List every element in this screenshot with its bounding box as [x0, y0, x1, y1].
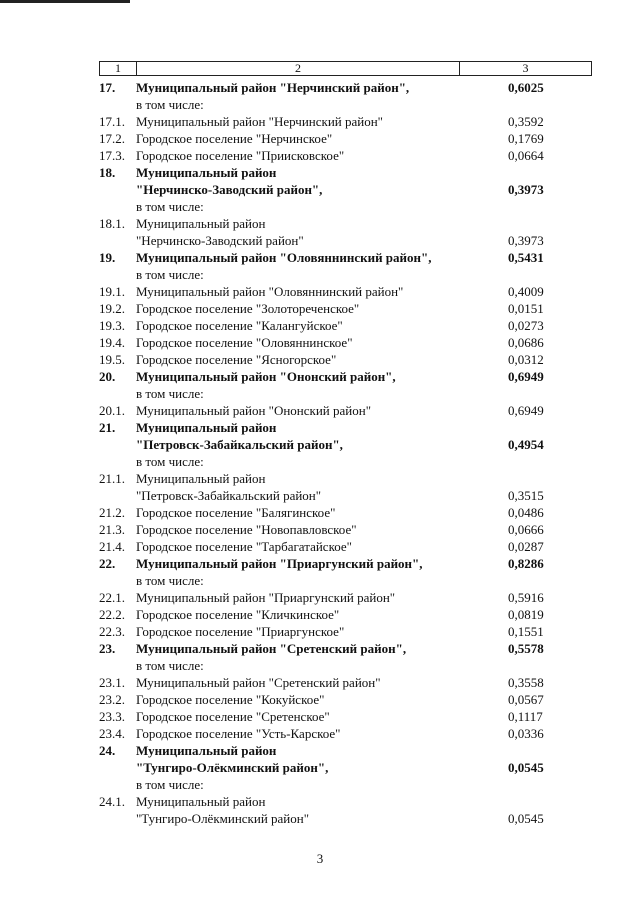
table-row — [99, 810, 592, 827]
row-number: 23.1. — [99, 675, 125, 690]
table-row — [99, 742, 592, 759]
table-row — [99, 436, 592, 453]
row-value: 0,6025 — [508, 80, 544, 95]
row-name: Муниципальный район "Нерчинский район" — [136, 114, 383, 129]
row-value: 0,4009 — [508, 284, 544, 299]
row-number: 21.1. — [99, 471, 125, 486]
row-value — [508, 793, 592, 810]
row-value — [508, 470, 592, 487]
table-row — [99, 657, 592, 674]
table-row — [99, 623, 592, 640]
row-value: 0,3515 — [508, 488, 544, 503]
table-row — [99, 385, 592, 402]
table-row — [99, 96, 592, 113]
row-number: 23.2. — [99, 692, 125, 707]
row-value: 0,1117 — [508, 709, 543, 724]
row-value — [508, 215, 592, 232]
table-row — [99, 640, 592, 657]
row-value: 0,3973 — [508, 182, 544, 197]
row-name: Муниципальный район "Приаргунский район" — [136, 590, 396, 605]
row-value: 0,0336 — [508, 726, 544, 741]
row-number: 20.1. — [99, 403, 125, 418]
table-row — [99, 538, 592, 555]
row-value — [508, 453, 592, 470]
row-name: Городское поселение "Сретенское" — [136, 709, 330, 724]
row-number: 19.3. — [99, 318, 125, 333]
row-name: Муниципальный район — [136, 420, 277, 435]
table-row — [99, 317, 592, 334]
row-value — [508, 385, 592, 402]
table-row — [99, 351, 592, 368]
table-row — [99, 521, 592, 538]
table-row — [99, 555, 592, 572]
row-value: 0,6949 — [508, 369, 544, 384]
row-value: 0,0567 — [508, 692, 544, 707]
row-number: 22.1. — [99, 590, 125, 605]
row-value: 0,3973 — [508, 233, 544, 248]
table-row — [99, 215, 592, 232]
row-number: 19.5. — [99, 352, 125, 367]
row-value: 0,6949 — [508, 403, 544, 418]
row-value: 0,0664 — [508, 148, 544, 163]
row-number: 19.1. — [99, 284, 125, 299]
row-name: "Петровск-Забайкальский район" — [136, 488, 322, 503]
row-name: "Нерчинско-Заводский район" — [136, 233, 304, 248]
row-value: 0,0287 — [508, 539, 544, 554]
row-name: Городское поселение "Золотореченское" — [136, 301, 360, 316]
row-value — [508, 776, 592, 793]
row-number: 17.1. — [99, 114, 125, 129]
table-row — [99, 283, 592, 300]
table-row — [99, 164, 592, 181]
row-value: 0,0666 — [508, 522, 544, 537]
table-row — [99, 470, 592, 487]
row-value: 0,0273 — [508, 318, 544, 333]
row-number: 23.3. — [99, 709, 125, 724]
table-row — [99, 793, 592, 810]
row-name: Муниципальный район "Сретенский район", — [136, 641, 407, 656]
table-row — [99, 232, 592, 249]
row-value: 0,0545 — [508, 811, 544, 826]
table-row — [99, 572, 592, 589]
table-row — [99, 266, 592, 283]
row-value: 0,0151 — [508, 301, 544, 316]
row-name: Городское поселение "Балягинское" — [136, 505, 336, 520]
row-number — [99, 198, 136, 215]
row-name: Муниципальный район "Нерчинский район", — [136, 80, 410, 95]
row-number: 21. — [99, 420, 116, 435]
row-name: Муниципальный район — [136, 216, 266, 231]
header-col-1: 1 — [100, 62, 137, 75]
row-name: в том числе: — [136, 386, 204, 401]
row-value — [508, 198, 592, 215]
row-name: "Петровск-Забайкальский район", — [136, 437, 343, 452]
row-value: 0,0486 — [508, 505, 544, 520]
row-name: Городское поселение "Ясногорское" — [136, 352, 337, 367]
row-number: 18. — [99, 165, 116, 180]
row-name: Муниципальный район "Оловяннинский район" — [136, 284, 404, 299]
row-value: 0,0545 — [508, 760, 544, 775]
row-name: Городское поселение "Приисковское" — [136, 148, 345, 163]
table-row — [99, 674, 592, 691]
row-name: в том числе: — [136, 454, 204, 469]
header-col-2: 2 — [137, 62, 460, 75]
row-number: 19. — [99, 250, 116, 265]
table-row — [99, 334, 592, 351]
row-number — [99, 232, 136, 249]
row-value: 0,5578 — [508, 641, 544, 656]
table-row — [99, 453, 592, 470]
row-number — [99, 759, 136, 776]
row-value: 0,0686 — [508, 335, 544, 350]
row-number: 22. — [99, 556, 116, 571]
row-name: в том числе: — [136, 777, 204, 792]
row-name: Муниципальный район — [136, 471, 266, 486]
row-name: в том числе: — [136, 97, 204, 112]
row-number: 24. — [99, 743, 116, 758]
row-number: 21.4. — [99, 539, 125, 554]
row-value: 0,3592 — [508, 114, 544, 129]
row-name: в том числе: — [136, 658, 204, 673]
row-number: 22.3. — [99, 624, 125, 639]
row-number: 17.3. — [99, 148, 125, 163]
row-value — [508, 266, 592, 283]
table-body — [99, 79, 592, 827]
table-row — [99, 402, 592, 419]
row-number: 17.2. — [99, 131, 125, 146]
row-name: в том числе: — [136, 199, 204, 214]
row-name: Муниципальный район "Сретенский район" — [136, 675, 381, 690]
row-value: 0,0312 — [508, 352, 544, 367]
table-row — [99, 589, 592, 606]
row-number — [99, 453, 136, 470]
row-name: Муниципальный район — [136, 794, 266, 809]
row-number: 18.1. — [99, 216, 125, 231]
row-name: Муниципальный район "Ононский район" — [136, 403, 372, 418]
row-number: 22.2. — [99, 607, 125, 622]
table-row — [99, 300, 592, 317]
row-name: Городское поселение "Калангуйское" — [136, 318, 343, 333]
row-value: 0,5916 — [508, 590, 544, 605]
row-value — [508, 572, 592, 589]
row-name: в том числе: — [136, 573, 204, 588]
row-name: Городское поселение "Приаргунское" — [136, 624, 345, 639]
row-name: Муниципальный район — [136, 743, 277, 758]
page-number: 3 — [316, 851, 324, 866]
row-number: 23.4. — [99, 726, 125, 741]
table-row — [99, 725, 592, 742]
table-row — [99, 691, 592, 708]
row-number — [99, 181, 136, 198]
row-name: "Нерчинско-Заводский район", — [136, 182, 323, 197]
table-row — [99, 181, 592, 198]
row-number: 19.2. — [99, 301, 125, 316]
table-row — [99, 113, 592, 130]
row-name: Муниципальный район "Ононский район", — [136, 369, 396, 384]
table-row — [99, 249, 592, 266]
table-row — [99, 79, 592, 96]
row-number — [99, 487, 136, 504]
row-name: Городское поселение "Кличкинское" — [136, 607, 340, 622]
top-rule — [0, 0, 130, 3]
table-row — [99, 147, 592, 164]
row-value — [508, 742, 592, 759]
row-value — [508, 419, 592, 436]
row-number — [99, 436, 136, 453]
row-number: 24.1. — [99, 794, 125, 809]
table-row — [99, 130, 592, 147]
row-value: 0,3558 — [508, 675, 544, 690]
row-value: 0,5431 — [508, 250, 544, 265]
table-header — [99, 61, 592, 76]
row-number: 19.4. — [99, 335, 125, 350]
row-number — [99, 266, 136, 283]
row-name: Городское поселение "Кокуйское" — [136, 692, 325, 707]
table-row — [99, 368, 592, 385]
row-number: 20. — [99, 369, 116, 384]
row-value: 0,1551 — [508, 624, 544, 639]
table-row — [99, 606, 592, 623]
row-name: Муниципальный район "Приаргунский район", — [136, 556, 423, 571]
row-name: Городское поселение "Нерчинское" — [136, 131, 333, 146]
row-name: Городское поселение "Новопавловское" — [136, 522, 357, 537]
row-name: Городское поселение "Тарбагатайское" — [136, 539, 352, 554]
row-value: 0,0819 — [508, 607, 544, 622]
table-row — [99, 419, 592, 436]
row-number: 17. — [99, 80, 116, 95]
table-row — [99, 198, 592, 215]
table-row — [99, 708, 592, 725]
row-number: 21.2. — [99, 505, 125, 520]
row-number — [99, 96, 136, 113]
row-name: "Тунгиро-Олёкминский район" — [136, 811, 310, 826]
row-number — [99, 572, 136, 589]
table-row — [99, 759, 592, 776]
row-value: 0,1769 — [508, 131, 544, 146]
row-number — [99, 385, 136, 402]
row-number — [99, 776, 136, 793]
row-value — [508, 96, 592, 113]
row-name: "Тунгиро-Олёкминский район", — [136, 760, 329, 775]
row-name: в том числе: — [136, 267, 204, 282]
header-col-3: 3 — [522, 61, 529, 75]
table-row — [99, 776, 592, 793]
row-number — [99, 657, 136, 674]
row-name: Муниципальный район "Оловяннинский район", — [136, 250, 432, 265]
row-value — [508, 657, 592, 674]
row-number — [99, 810, 136, 827]
row-number: 21.3. — [99, 522, 125, 537]
table-row — [99, 487, 592, 504]
row-number: 23. — [99, 641, 116, 656]
row-value: 0,4954 — [508, 437, 544, 452]
row-value — [508, 164, 592, 181]
row-name: Муниципальный район — [136, 165, 277, 180]
row-name: Городское поселение "Оловяннинское" — [136, 335, 353, 350]
row-name: Городское поселение "Усть-Карское" — [136, 726, 341, 741]
table-row — [99, 504, 592, 521]
row-value: 0,8286 — [508, 556, 544, 571]
